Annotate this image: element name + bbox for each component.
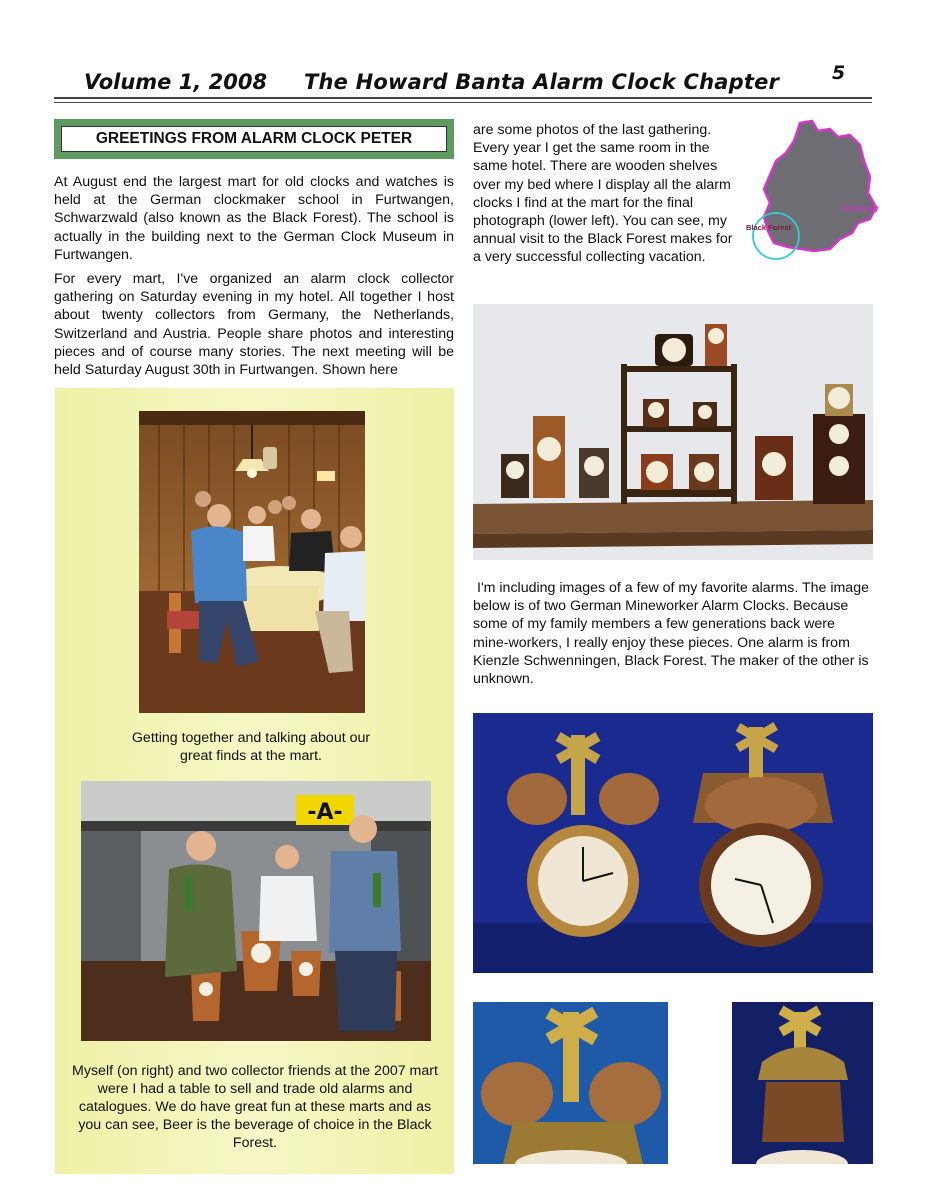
restaurant-photo — [139, 411, 365, 713]
volume-label: Volume 1, 2008 — [84, 70, 268, 94]
paragraph-intro: At August end the largest mart for old clocks and watches is held at the German clockmaker school in Furtwangen, Schwarzwald (also known as the Black Forest). The school is actually in the building next to the German Clock Museum in Furtwangen. — [54, 174, 454, 263]
mart-photo — [81, 781, 431, 1041]
black-forest-label: Black Forest — [746, 223, 792, 232]
heading-box — [54, 119, 454, 159]
newsletter-title: The Howard Banta Alarm Clock Chapter — [304, 70, 780, 94]
germany-map — [742, 115, 892, 265]
mart-sign: -A- — [307, 800, 343, 825]
article-heading: GREETINGS FROM ALARM CLOCK PETER — [95, 130, 413, 147]
shelf-photo — [473, 304, 873, 560]
clock-detail-photo-2 — [732, 1002, 873, 1164]
mineworker-clocks-photo — [473, 713, 873, 973]
restaurant-caption: Getting together and talking about our great finds at the mart. — [131, 730, 371, 764]
header-rule-bottom — [54, 102, 872, 103]
paragraph-hotel: are some photos of the last gathering. Every year I get the same room in the same hotel. There are wooden shelves over my bed where I display all the alarm clocks I find at the mart for the final photograph (lower left). You can see, my annual visit to the Black Forest makes for a very successful collecting vacation. — [473, 122, 733, 266]
mart-caption: Myself (on right) and two collector friends at the 2007 mart were I had a table to sell and trade old alarms and catalogues. We do have great fun at these marts and as you can see, Beer is the beverage of choice in the Black Forest. — [72, 1063, 438, 1151]
header-rule-top — [54, 97, 872, 99]
clock-detail-photo-1 — [473, 1002, 668, 1164]
paragraph-favorites: I'm including images of a few of my favorite alarms. The image below is of two German Mineworker Alarm Clocks. Because some of my family members a few generations back were mine-workers, I really enjoy these pieces. One alarm is from Kienzle Schwenningen, Black Forest. The maker of the other is unknown. — [473, 580, 869, 688]
paragraph-gathering: For every mart, I've organized an alarm clock collector gathering on Saturday evening in my hotel. All together I host about twenty collectors from Germany, the Netherlands, Switzerland and Austria. People share photos and interesting pieces and of course many stories. The next meeting will be held Saturday August 30th in Furtwangen. Shown here — [54, 271, 454, 379]
page-number: 5 — [832, 62, 846, 84]
germany-label: Germany — [842, 203, 879, 213]
